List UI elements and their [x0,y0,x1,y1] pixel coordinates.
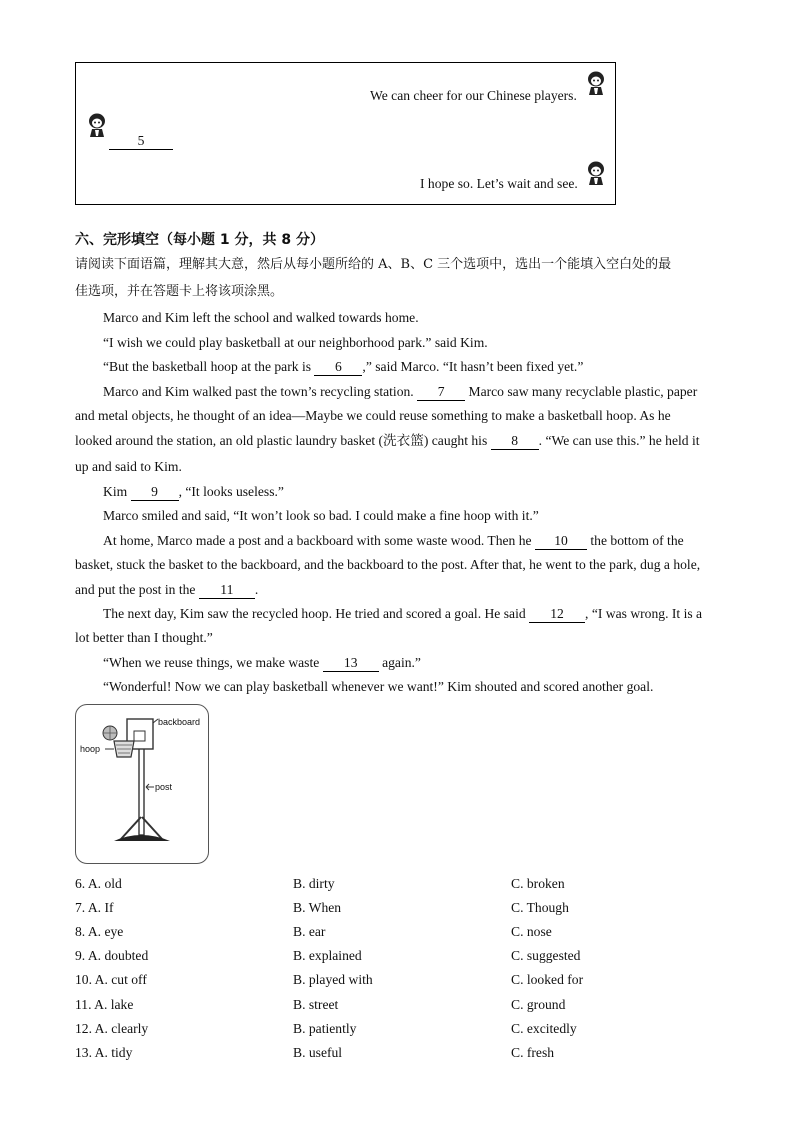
option-7b[interactable]: B. When [293,900,342,915]
speaker-avatar-icon [585,160,607,186]
option-10b[interactable]: B. played with [293,972,373,987]
blank-13: 13 [323,655,379,672]
blank-6: 6 [314,359,362,376]
option-10a[interactable]: 10. A. cut off [75,972,147,987]
blank-8: 8 [491,433,539,450]
option-13c[interactable]: C. fresh [511,1045,555,1060]
passage-p7-line3: and put the post in the 11 . [75,582,259,597]
passage-p10: “Wonderful! Now we can play basketball whenever we want!” Kim shouted and scored another goal. [103,679,654,694]
option-11a[interactable]: 11. A. lake [75,997,134,1012]
passage-p7-line2: basket, stuck the basket to the backboard, and the backboard to the post. After that, he went to the park, dug a hole, [75,557,701,572]
passage-p4-line4: up and said to Kim. [75,459,182,474]
option-9c[interactable]: C. suggested [511,948,581,963]
passage-p9: “When we reuse things, we make waste 13 again.” [103,655,421,670]
blank-5: 5 [109,133,173,150]
label-backboard: backboard [158,717,201,727]
passage-p4-line3: looked around the station, an old plastic laundry basket (洗衣篮) caught his 8 . “We can use this.” he held it [75,433,700,448]
passage-p6: Marco smiled and said, “It won’t look so bad. I could make a fine hoop with it.” [103,508,539,523]
option-13b[interactable]: B. useful [293,1045,343,1060]
option-12c[interactable]: C. excitedly [511,1021,577,1036]
option-6b[interactable]: B. dirty [293,876,335,891]
option-7c[interactable]: C. Though [511,900,569,915]
basketball-hoop-illustration [76,705,209,864]
passage-p8-line2: lot better than I thought.” [75,630,213,645]
passage-p4-line1: Marco and Kim walked past the town’s recycling station. 7 Marco saw many recyclable plastic, paper [103,384,698,399]
option-9a[interactable]: 9. A. doubted [75,948,149,963]
blank-10: 10 [535,533,587,550]
passage-p4-line2: and metal objects, he thought of an idea—Maybe we could reuse something to make a basketball hoop. As he [75,408,671,423]
option-12b[interactable]: B. patiently [293,1021,357,1036]
option-9b[interactable]: B. explained [293,948,362,963]
blank-9: 9 [131,484,179,501]
label-hoop: hoop [80,744,101,754]
dialogue-line-3: I hope so. Let’s wait and see. [420,176,578,191]
passage-p7-line1: At home, Marco made a post and a backboard with some waste wood. Then he 10 the bottom of the [103,533,684,548]
passage-p8-line1: The next day, Kim saw the recycled hoop. He tried and scored a goal. He said 12 , “I was wrong. It is a [103,606,703,621]
blank-7: 7 [417,384,465,401]
option-11c[interactable]: C. ground [511,997,566,1012]
option-6a[interactable]: 6. A. old [75,876,122,891]
passage-p2: “I wish we could play basketball at our neighborhood park.” said Kim. [103,335,488,350]
option-7a[interactable]: 7. A. If [75,900,114,915]
instruction-line-2: 佳选项，并在答题卡上将该项涂黑。 [75,284,284,299]
blank-11: 11 [199,582,255,599]
option-8a[interactable]: 8. A. eye [75,924,124,939]
label-post: post [155,782,173,792]
option-8c[interactable]: C. nose [511,924,552,939]
option-11b[interactable]: B. street [293,997,339,1012]
basketball-hoop-figure [75,704,209,864]
dialogue-blank-line [109,131,173,151]
option-12a[interactable]: 12. A. clearly [75,1021,149,1036]
dialogue-line-1: We can cheer for our Chinese players. [370,88,577,103]
section-heading: 六、完形填空（每小题 1 分，共 8 分） [75,232,324,248]
option-10c[interactable]: C. looked for [511,972,584,987]
blank-12: 12 [529,606,585,623]
passage-p1: Marco and Kim left the school and walked towards home. [103,310,419,325]
option-6c[interactable]: C. broken [511,876,565,891]
speaker-avatar-icon [585,70,607,96]
passage-p3: “But the basketball hoop at the park is 6 ,” said Marco. “It hasn’t been fixed yet.” [103,359,584,374]
option-13a[interactable]: 13. A. tidy [75,1045,133,1060]
instruction-line-1: 请阅读下面语篇，理解其大意，然后从每小题所给的 A、B、C 三个选项中，选出一个能填入空白处的最 [75,257,672,272]
speaker-avatar-icon [86,112,108,138]
option-8b[interactable]: B. ear [293,924,326,939]
passage-p5: Kim 9 , “It looks useless.” [103,484,284,499]
